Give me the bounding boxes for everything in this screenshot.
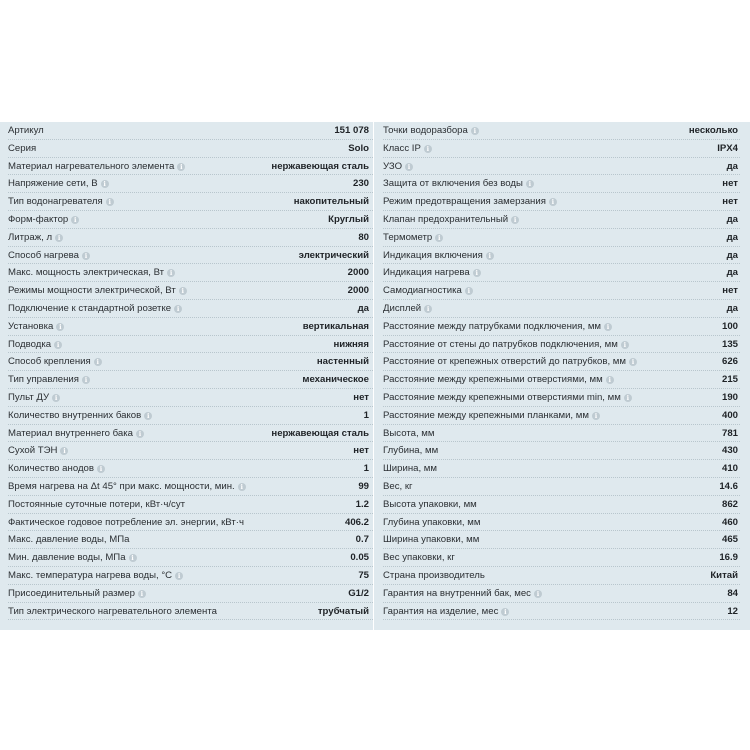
spec-value: 190 <box>721 391 738 403</box>
info-icon[interactable]: i <box>129 554 137 562</box>
spec-value: да <box>726 267 738 279</box>
spec-label-text: Клапан предохранительный <box>383 213 509 225</box>
spec-label <box>8 140 36 158</box>
spec-label <box>8 531 129 549</box>
info-icon[interactable]: i <box>71 216 79 224</box>
spec-label-text: Серия <box>8 142 37 154</box>
spec-label-text: Количество внутренних баков <box>8 409 142 421</box>
spec-row <box>8 247 373 265</box>
spec-label <box>8 496 185 514</box>
spec-label <box>8 371 90 389</box>
info-icon[interactable]: i <box>621 341 629 349</box>
spec-row <box>383 140 740 158</box>
spec-row <box>383 478 740 496</box>
spec-row <box>383 371 740 389</box>
spec-label-text: Количество анодов <box>8 463 94 475</box>
spec-value: 460 <box>721 516 738 528</box>
spec-label <box>383 264 481 282</box>
info-icon[interactable]: i <box>435 234 443 242</box>
spec-label <box>383 193 557 211</box>
info-icon[interactable]: i <box>604 323 612 331</box>
spec-label <box>8 603 217 621</box>
spec-label <box>8 389 60 407</box>
spec-label-text: Защита от включения без воды <box>383 178 523 190</box>
spec-value: да <box>726 302 738 314</box>
spec-value: трубчатый <box>317 605 369 617</box>
info-icon[interactable]: i <box>473 269 481 277</box>
info-icon[interactable]: i <box>624 394 632 402</box>
info-icon[interactable]: i <box>238 483 246 491</box>
spec-row <box>383 300 740 318</box>
spec-label <box>383 318 612 336</box>
info-icon[interactable]: i <box>486 252 494 260</box>
spec-label-text: Материал нагревательного элемента <box>8 160 175 172</box>
spec-value: накопительный <box>293 196 369 208</box>
spec-row <box>383 318 740 336</box>
spec-label <box>8 229 63 247</box>
spec-value: да <box>726 231 738 243</box>
spec-value: 1.2 <box>355 498 369 510</box>
spec-label-text: Высота, мм <box>383 427 435 439</box>
row-separator <box>383 619 740 620</box>
spec-label-text: Высота упаковки, мм <box>383 498 477 510</box>
spec-row <box>8 567 373 585</box>
spec-label <box>8 318 64 336</box>
spec-row <box>8 603 373 621</box>
info-icon[interactable]: i <box>526 180 534 188</box>
spec-value: 84 <box>727 587 738 599</box>
info-icon[interactable]: i <box>60 447 68 455</box>
info-icon[interactable]: i <box>175 572 183 580</box>
spec-row <box>383 514 740 532</box>
spec-label <box>383 603 509 621</box>
spec-label-text: Режим предотвращения замерзания <box>383 196 546 208</box>
spec-row <box>383 158 740 176</box>
spec-label-text: Напряжение сети, В <box>8 178 98 190</box>
spec-label <box>383 425 434 443</box>
spec-label <box>8 585 146 603</box>
info-icon[interactable]: i <box>592 412 600 420</box>
spec-label-text: Материал внутреннего бака <box>8 427 133 439</box>
spec-value: 99 <box>358 480 369 492</box>
spec-value: 1 <box>363 463 369 475</box>
spec-row <box>8 531 373 549</box>
spec-label-text: Макс. давление воды, МПа <box>8 534 130 546</box>
spec-value: 400 <box>721 409 738 421</box>
info-icon[interactable]: i <box>606 376 614 384</box>
spec-value: нижняя <box>333 338 369 350</box>
spec-label-text: Установка <box>8 320 54 332</box>
spec-label <box>383 567 485 585</box>
spec-label <box>383 229 443 247</box>
spec-row <box>8 282 373 300</box>
spec-value: да <box>357 302 369 314</box>
info-icon[interactable]: i <box>179 287 187 295</box>
spec-row <box>8 425 373 443</box>
info-icon[interactable]: i <box>501 608 509 616</box>
spec-label-text: Глубина упаковки, мм <box>383 516 481 528</box>
spec-label-text: Самодиагностика <box>383 285 462 297</box>
spec-label-text: Подводка <box>8 338 52 350</box>
spec-value: да <box>726 160 738 172</box>
spec-row <box>8 549 373 567</box>
info-icon[interactable]: i <box>511 216 519 224</box>
spec-label <box>383 460 437 478</box>
spec-label <box>8 211 79 229</box>
spec-label <box>383 407 600 425</box>
spec-row <box>8 407 373 425</box>
spec-label <box>8 175 109 193</box>
spec-label-text: Расстояние от стены до патрубков подключения, мм <box>383 338 618 350</box>
spec-label-text: Подключение к стандартной розетке <box>8 302 172 314</box>
spec-row <box>383 122 740 140</box>
spec-label-text: Расстояние между крепежными отверстиями min, мм <box>383 391 621 403</box>
spec-label-text: Индикация нагрева <box>383 267 470 279</box>
spec-label <box>8 247 90 265</box>
spec-label <box>383 211 519 229</box>
spec-label <box>383 353 637 371</box>
spec-row <box>8 318 373 336</box>
info-icon[interactable]: i <box>101 180 109 188</box>
spec-label <box>383 514 480 532</box>
spec-label-text: Глубина, мм <box>383 445 439 457</box>
spec-label <box>383 585 542 603</box>
spec-label-text: Ширина, мм <box>383 463 438 475</box>
spec-row <box>383 353 740 371</box>
spec-value: 151 078 <box>334 125 369 136</box>
spec-label <box>8 407 152 425</box>
spec-value: 12 <box>727 605 738 617</box>
spec-row <box>383 229 740 247</box>
row-separator <box>8 619 373 620</box>
spec-label <box>8 122 44 140</box>
spec-row <box>8 585 373 603</box>
spec-label <box>383 442 438 460</box>
spec-value: 430 <box>721 445 738 457</box>
spec-value: 14.6 <box>719 480 738 492</box>
spec-row <box>8 211 373 229</box>
spec-label-text: Постоянные суточные потери, кВт·ч/сут <box>8 498 186 510</box>
spec-value: нержавеющая сталь <box>271 427 369 439</box>
spec-label-text: Способ крепления <box>8 356 91 368</box>
spec-label <box>8 460 105 478</box>
spec-label <box>8 193 114 211</box>
spec-label <box>8 549 137 567</box>
spec-label-text: Мин. давление воды, МПа <box>8 552 126 564</box>
spec-value: 16.9 <box>719 552 738 564</box>
spec-label-text: Индикация включения <box>383 249 483 261</box>
spec-label-text: Присоединительный размер <box>8 587 135 599</box>
spec-row <box>8 336 373 354</box>
spec-row <box>8 371 373 389</box>
spec-value: вертикальная <box>302 320 369 332</box>
spec-value: Китай <box>710 569 738 581</box>
info-icon[interactable]: i <box>534 590 542 598</box>
spec-label <box>8 353 102 371</box>
spec-value: 781 <box>721 427 738 439</box>
info-icon[interactable]: i <box>56 323 64 331</box>
spec-row <box>383 389 740 407</box>
spec-value: 80 <box>358 231 369 243</box>
spec-row <box>8 460 373 478</box>
spec-value: да <box>726 249 738 261</box>
spec-row <box>8 158 373 176</box>
specs-column-left <box>8 122 373 620</box>
spec-value: 465 <box>721 534 738 546</box>
spec-row <box>8 389 373 407</box>
info-icon[interactable]: i <box>52 394 60 402</box>
info-icon[interactable]: i <box>82 252 90 260</box>
spec-label <box>383 478 413 496</box>
spec-row <box>8 193 373 211</box>
spec-row <box>383 247 740 265</box>
spec-label <box>383 371 614 389</box>
spec-value: 100 <box>721 320 738 332</box>
spec-value: 2000 <box>347 267 369 279</box>
info-icon[interactable]: i <box>97 465 105 473</box>
info-icon[interactable]: i <box>106 198 114 206</box>
spec-row <box>383 264 740 282</box>
spec-value: 410 <box>721 463 738 475</box>
spec-value: 0.05 <box>350 552 369 564</box>
spec-label-text: Сухой ТЭН <box>8 445 58 457</box>
spec-value: нет <box>722 285 738 297</box>
spec-label-text: Гарантия на внутренний бак, мес <box>383 587 531 599</box>
info-icon[interactable]: i <box>471 127 479 135</box>
spec-label <box>383 122 479 140</box>
spec-label <box>383 531 479 549</box>
spec-label-text: Способ нагрева <box>8 249 79 261</box>
spec-value: настенный <box>316 356 369 368</box>
spec-label-text: Тип управления <box>8 374 79 386</box>
spec-label <box>383 282 473 300</box>
spec-row <box>8 300 373 318</box>
info-icon[interactable]: i <box>82 376 90 384</box>
spec-row <box>383 282 740 300</box>
specs-table <box>0 122 750 630</box>
spec-label-text: Точки водоразбора <box>383 125 468 136</box>
spec-label-text: Гарантия на изделие, мес <box>383 605 499 617</box>
spec-label-text: Дисплей <box>383 302 422 314</box>
specs-column-right <box>383 122 740 620</box>
info-icon[interactable]: i <box>424 145 432 153</box>
spec-row <box>8 175 373 193</box>
spec-row <box>383 425 740 443</box>
spec-row <box>383 603 740 621</box>
spec-value: 1 <box>363 409 369 421</box>
spec-row <box>8 353 373 371</box>
spec-label <box>383 549 455 567</box>
spec-value: 406.2 <box>344 516 369 528</box>
spec-value: электрический <box>298 249 369 261</box>
spec-value: Solo <box>348 142 369 154</box>
spec-row <box>383 567 740 585</box>
spec-label-text: Время нагрева на Δt 45° при макс. мощности, мин. <box>8 480 235 492</box>
spec-label <box>8 567 183 585</box>
spec-row <box>383 175 740 193</box>
spec-label-text: Вес, кг <box>383 480 413 492</box>
spec-value: 75 <box>358 569 369 581</box>
spec-label <box>8 478 246 496</box>
spec-value: 135 <box>721 338 738 350</box>
spec-label <box>8 425 144 443</box>
info-icon[interactable]: i <box>136 430 144 438</box>
spec-label <box>8 158 185 176</box>
spec-label <box>8 442 68 460</box>
spec-value: 862 <box>721 498 738 510</box>
spec-label <box>383 300 432 318</box>
spec-value: нет <box>722 196 738 208</box>
spec-label <box>8 282 187 300</box>
info-icon[interactable]: i <box>177 163 185 171</box>
spec-label-text: Режимы мощности электрической, Вт <box>8 285 176 297</box>
spec-row <box>383 407 740 425</box>
spec-value: нет <box>722 178 738 190</box>
spec-row <box>8 478 373 496</box>
spec-label-text: Форм-фактор <box>8 213 69 225</box>
spec-value: 230 <box>352 178 369 190</box>
spec-label <box>383 247 494 265</box>
spec-row <box>8 122 373 140</box>
spec-row <box>8 514 373 532</box>
info-icon[interactable]: i <box>144 412 152 420</box>
spec-value: 2000 <box>347 285 369 297</box>
spec-label-text: Расстояние между крепежными планками, мм <box>383 409 589 421</box>
spec-label <box>8 300 182 318</box>
spec-value: 0.7 <box>355 534 369 546</box>
spec-value: да <box>726 213 738 225</box>
info-icon[interactable]: i <box>138 590 146 598</box>
spec-label-text: Артикул <box>8 125 44 136</box>
info-icon[interactable]: i <box>465 287 473 295</box>
info-icon[interactable]: i <box>405 163 413 171</box>
spec-label-text: Макс. температура нагрева воды, °С <box>8 569 173 581</box>
spec-label-text: Термометр <box>383 231 433 243</box>
spec-label-text: Ширина упаковки, мм <box>383 534 480 546</box>
spec-row <box>8 229 373 247</box>
spec-label <box>8 264 175 282</box>
spec-label-text: Тип водонагревателя <box>8 196 103 208</box>
spec-label <box>383 140 432 158</box>
spec-value: 215 <box>721 374 738 386</box>
spec-value: Круглый <box>328 213 369 225</box>
spec-label-text: Расстояние от крепежных отверстий до патрубков, мм <box>383 356 626 368</box>
spec-value: G1/2 <box>348 587 369 599</box>
spec-row <box>383 336 740 354</box>
spec-label-text: Тип электрического нагревательного элемента <box>8 605 217 617</box>
spec-row <box>383 549 740 567</box>
spec-label-text: УЗО <box>383 160 403 172</box>
spec-label <box>383 158 413 176</box>
spec-label-text: Вес упаковки, кг <box>383 552 455 564</box>
spec-value: нет <box>353 391 369 403</box>
info-icon[interactable]: i <box>167 269 175 277</box>
spec-value: IPX4 <box>717 142 738 154</box>
spec-row <box>383 585 740 603</box>
spec-label <box>8 514 244 532</box>
spec-row <box>8 264 373 282</box>
spec-value: 626 <box>721 356 738 368</box>
spec-row <box>383 193 740 211</box>
spec-row <box>8 496 373 514</box>
spec-label <box>383 389 632 407</box>
column-divider <box>373 122 374 630</box>
spec-row <box>8 442 373 460</box>
spec-label <box>383 336 629 354</box>
spec-label-text: Фактическое годовое потребление эл. энергии, кВт·ч <box>8 516 244 528</box>
spec-value: механическое <box>302 374 369 386</box>
info-icon[interactable]: i <box>55 234 63 242</box>
spec-label-text: Пульт ДУ <box>8 391 50 403</box>
spec-label-text: Страна производитель <box>383 569 485 581</box>
info-icon[interactable]: i <box>629 358 637 366</box>
spec-row <box>383 211 740 229</box>
spec-row <box>383 442 740 460</box>
spec-row <box>383 496 740 514</box>
info-icon[interactable]: i <box>424 305 432 313</box>
info-icon[interactable]: i <box>549 198 557 206</box>
spec-row <box>8 140 373 158</box>
spec-label <box>383 496 477 514</box>
info-icon[interactable]: i <box>174 305 182 313</box>
spec-row <box>383 460 740 478</box>
spec-label-text: Класс IP <box>383 142 421 154</box>
info-icon[interactable]: i <box>54 341 62 349</box>
spec-label <box>8 336 62 354</box>
spec-row <box>383 531 740 549</box>
info-icon[interactable]: i <box>94 358 102 366</box>
spec-label <box>383 175 534 193</box>
spec-label-text: Макс. мощность электрическая, Вт <box>8 267 165 279</box>
spec-label-text: Литраж, л <box>8 231 53 243</box>
spec-value: несколько <box>688 125 738 136</box>
spec-value: нержавеющая сталь <box>271 160 369 172</box>
spec-label-text: Расстояние между патрубками подключения, мм <box>383 320 602 332</box>
spec-label-text: Расстояние между крепежными отверстиями, мм <box>383 374 603 386</box>
spec-value: нет <box>353 445 369 457</box>
